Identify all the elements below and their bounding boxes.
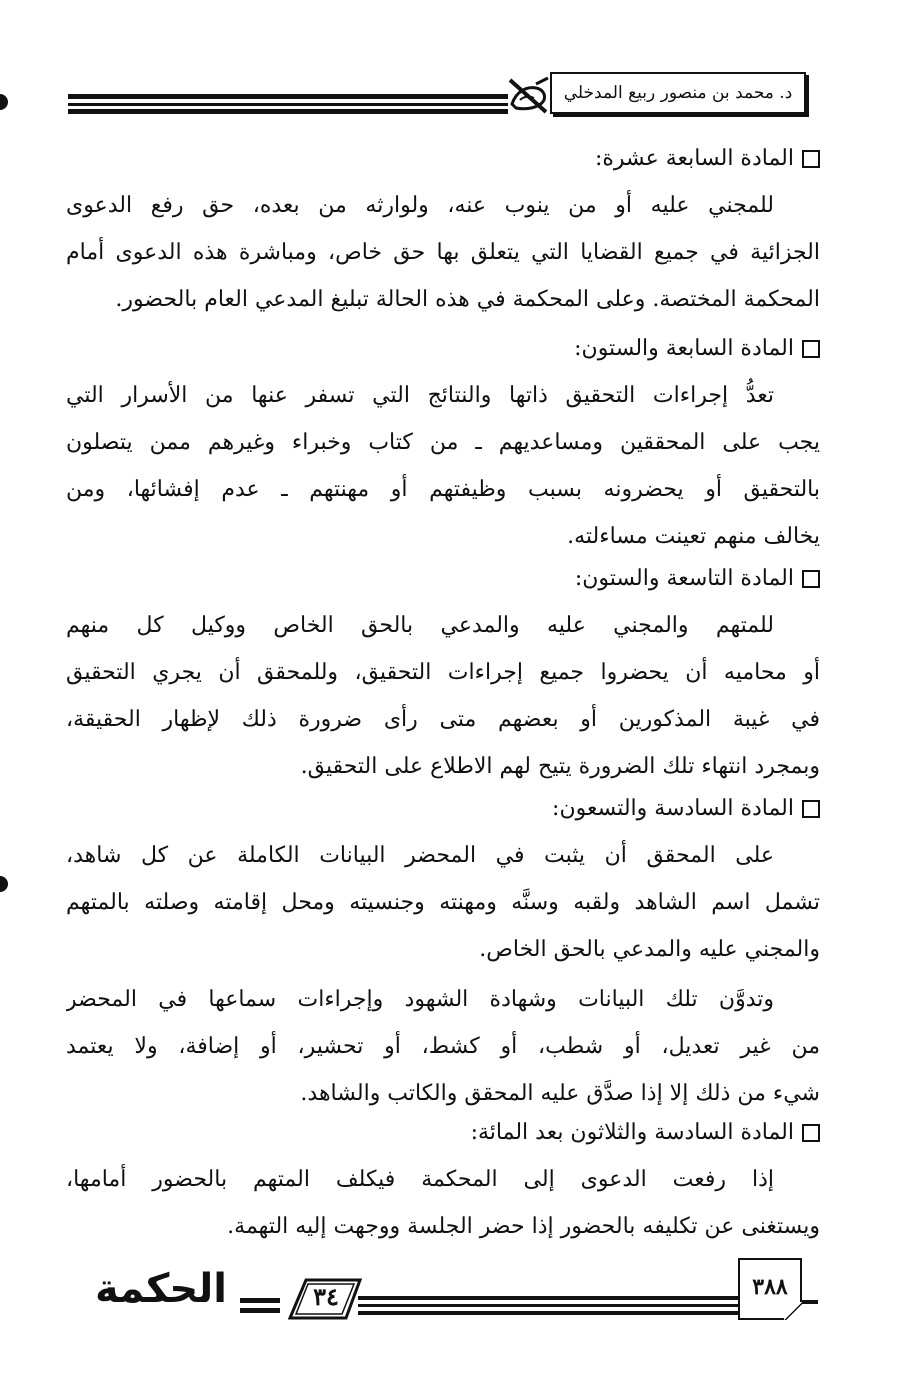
footer-rule <box>358 1296 738 1316</box>
checkbox-icon <box>802 150 820 168</box>
edge-mark <box>0 876 8 892</box>
section-paragraph: وتدوَّن تلك البيانات وشهادة الشهود وإجراءات سماعها في المحضر من غير تعديل، أو شطب، أو كشط، أو تحشير، أو إضافة، ولا يعتمد شيء من ذلك إلا إذا صدَّق عليه المحقق والكاتب والشاهد. <box>66 987 820 1106</box>
section-paragraph: تعدُّ إجراءات التحقيق ذاتها والنتائج التي تسفر عنها من الأسرار التي يجب على المحققين ومساعديهم ـ من كتاب وخبراء وغيرهم ممن يتصلون بالتحقيق أو يحضرونه بسبب وظيفتهم أو مهنتهم ـ عدم إفشائها، ومن يخالف منهم تعينت مساءلته. <box>66 383 820 549</box>
author-name: د. محمد بن منصور ربيع المدخلي <box>550 72 806 114</box>
checkbox-icon <box>802 340 820 358</box>
section-paragraph: إذا رفعت الدعوى إلى المحكمة فيكلف المتهم بالحضور أمامها، ويستغنى عن تكليفه بالحضور إذا حضر الجلسة ووجهت إليه التهمة. <box>66 1167 820 1239</box>
section-heading: المادة السابعة عشرة: <box>595 146 820 171</box>
section-paragraph: للمتهم والمجني عليه والمدعي بالحق الخاص ووكيل كل منهم أو محاميه أن يحضروا جميع إجراءات التحقيق، وللمحقق أن يجري التحقيق في غيبة المذكورين أو بعضهم متى رأى ضرورة ذلك لإظهار الحقيقة، وبمجرد انتهاء تلك الضرورة يتيح لهم الاطلاع على التحقيق. <box>66 613 820 779</box>
section-heading: المادة السادسة والتسعون: <box>552 796 820 821</box>
edge-mark <box>0 94 8 110</box>
section-paragraph: للمجني عليه أو من ينوب عنه، ولوارثه من بعده، حق رفع الدعوى الجزائية في جميع القضايا التي يتعلق بها حق خاص، ومباشرة هذه الدعوى أمام المحكمة المختصة. وعلى المحكمة في هذه الحالة تبليغ المدعي العام بالحضور. <box>66 193 820 312</box>
checkbox-icon <box>802 570 820 588</box>
header-rule <box>68 92 508 114</box>
issue-number: ٣٤ <box>313 1282 339 1311</box>
page-number: ٣٨٨ <box>738 1258 802 1320</box>
section-heading: المادة السابعة والستون: <box>574 336 820 361</box>
checkbox-icon <box>802 1124 820 1142</box>
pen-hand-icon <box>506 74 552 116</box>
section-paragraph: على المحقق أن يثبت في المحضر البيانات الكاملة عن كل شاهد، تشمل اسم الشاهد ولقبه وسنَّه ومهنته وجنسيته ومحل إقامته وصلته بالمتهم والمجني عليه والمدعي بالحق الخاص. <box>66 843 820 962</box>
journal-logo: الحكمة <box>95 1266 227 1312</box>
section-heading: المادة السادسة والثلاثون بعد المائة: <box>471 1120 820 1145</box>
section-heading: المادة التاسعة والستون: <box>575 566 820 591</box>
footer-bars <box>240 1296 280 1316</box>
checkbox-icon <box>802 800 820 818</box>
footer-tick <box>802 1300 818 1304</box>
